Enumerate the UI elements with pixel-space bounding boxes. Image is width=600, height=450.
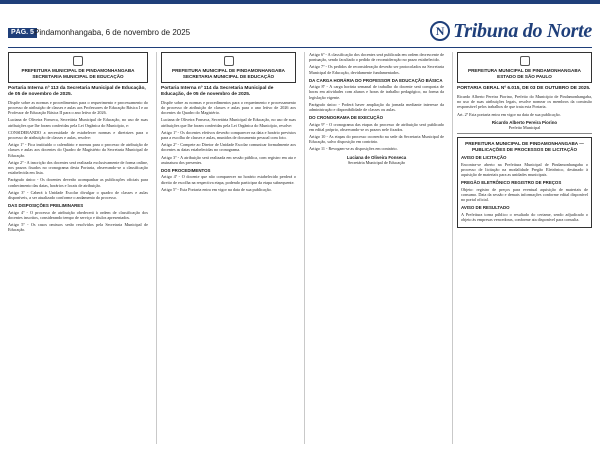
notice-title: PREGÃO ELETRÔNICO REGISTRO DE PREÇOS [461, 180, 562, 186]
paragraph: Luciana de Oliveira Fonseca, Secretária Municipal de Educação, no uso de suas atribuições que lhe foram conferidas pela Lei Orgânica do Município, e: [8, 117, 148, 128]
section-heading: DOS PROCEDIMENTOS [161, 168, 211, 174]
institution-line: SECRETARIA MUNICIPAL DE EDUCAÇÃO [182, 73, 275, 79]
paragraph: Artigo 11 - Revogam-se as disposições em contrário. [309, 146, 398, 152]
section-divider [457, 133, 592, 134]
paragraph: Artigo 5º - Esta Portaria entra em vigor na data de sua publicação. [161, 186, 272, 192]
paragraph: Dispõe sobre as normas e procedimentos para o requerimento e processamento do processo de atribuição de classes e aulas aos Professores de Educação Básica I e ao Professor de Educação Básica II para o ano letivo de 2026. [8, 99, 148, 116]
ordinance-title: Portaria Interna nº 113 da Secretaria Municipal de Educação, de 05 de novembro de 2025. [8, 86, 146, 97]
paragraph: Artigo 2º - Compete ao Diretor de Unidade Escolar comunicar formalmente aos docentes as datas estabelecidas no cronograma. [161, 142, 296, 153]
signature-role: Prefeito Municipal [508, 125, 541, 131]
institution-line: SECRETARIA MUNICIPAL DE EDUCAÇÃO [32, 73, 124, 79]
institution-line: PREFEITURA MUNICIPAL DE PINDAMONHANGABA [468, 68, 581, 73]
page-header [8, 20, 592, 46]
newspaper-name: Tribuna do Norte [453, 20, 592, 42]
newspaper-logo-icon: N [430, 21, 450, 41]
institution-header-box [161, 52, 296, 83]
section-heading: DO CRONOGRAMA DE EXECUÇÃO [309, 115, 383, 121]
signature-name: Ricardo Alberto Pereira Piorino [491, 119, 558, 125]
paragraph: Parágrafo único - Os docentes deverão acompanhar as publicações oficiais para conhecimento das datas, horários e locais de atribuição. [8, 177, 148, 188]
paragraph: Artigo 2º - A inscrição dos docentes será realizada exclusivamente de forma online, nos prazos fixados no cronograma desta Portaria, observando-se a classificação estabelecida em lista. [8, 159, 148, 176]
institution-header-box [457, 52, 592, 83]
paragraph: Artigo 3º - Caberá à Unidade Escolar divulgar o quadro de classes e aulas disponíveis, a ser atualizado conforme o andamento do processo. [8, 189, 148, 201]
paragraph: Artigo 1º - Fica instituído o calendário e normas para o processo de atribuição de classes e aulas aos docentes do Quadro de Magistério da Secretaria Municipal de Educação. [8, 142, 148, 158]
notice-box-heading: PREFEITURA MUNICIPAL DE PINDAMONHANGABA — PUBLICAÇÕES DE PROCESSOS DE LICITAÇÃO [465, 141, 584, 152]
institution-line: PREFEITURA MUNICIPAL DE PINDAMONHANGABA [21, 68, 135, 73]
paragraph: Parágrafo único - Poderá haver ampliação da jornada mediante interesse da administração e disponibilidade de classes ou aulas. [309, 101, 444, 113]
paragraph: Artigo 4º - O processo de atribuição obedecerá à ordem de classificação dos docentes inscritos, considerando tempo de serviço e títulos apresentados. [8, 209, 148, 220]
notice-text: A Prefeitura torna público o resultado do certame, sendo adjudicado o objeto às empresas vencedoras, conforme ata disponível para consulta. [461, 211, 588, 222]
masthead [430, 20, 592, 42]
dateline: Pindamonhangaba, 6 de novembro de 2025 [34, 28, 191, 37]
paragraph: Artigo 5º - Os casos omissos serão resolvidos pela Secretaria Municipal de Educação. [8, 222, 148, 233]
notice-title: AVISO DE RESULTADO [461, 205, 510, 211]
procurement-notice-box [457, 137, 592, 228]
paragraph: Artigo 6º - A classificação dos docentes será publicada em ordem decrescente de pontuação, sendo facultado o pedido de reconsideração no prazo estabelecido. [309, 52, 444, 63]
signature-role: Secretária Municipal de Educação [347, 160, 406, 166]
column-4 [452, 52, 592, 444]
coat-of-arms-icon [73, 56, 83, 66]
paragraph: Artigo 10 - As etapas do processo ocorrerão na sede da Secretaria Municipal de Educação, salvo disposição em contrário. [309, 134, 444, 145]
header-divider [8, 47, 592, 48]
section-heading: DA CARGA HORÁRIA DO PROFESSOR DA EDUCAÇÃO BÁSICA [309, 77, 443, 83]
paragraph: Dispõe sobre as normas e procedimentos para o requerimento e processamento do processo de atribuição de classes e aulas para o ano letivo de 2026 aos docentes do Quadro do Magistério. [161, 99, 296, 116]
notice-text: Encontra-se aberto na Prefeitura Municipal de Pindamonhangaba o processo de licitação na modalidade Pregão Eletrônico, destinado à aquisição de materiais para as unidades municipais. [461, 161, 588, 177]
paragraph: Art. 2º Esta portaria entra em vigor na data de sua publicação. [457, 111, 561, 117]
paragraph: Ricardo Alberto Pereira Piorino, Prefeito do Município de Pindamonhangaba, no uso de suas atribuições legais, resolve nomear os membros da comissão responsável pelos trabalhos de que trata esta Portaria. [457, 93, 592, 110]
institution-line: ESTADO DE SÃO PAULO [497, 73, 552, 79]
ordinance-title: Portaria Interna nº 114 da Secretaria Municipal de Educação, de 05 de novembro de 2025. [161, 86, 274, 97]
coat-of-arms-icon [520, 56, 530, 66]
paragraph: Luciana de Oliveira Fonseca, Secretária Municipal de Educação, no uso de suas atribuições que lhe foram conferidas pela Lei Orgânica do Município, resolve: [161, 117, 296, 128]
page-number-badge: PÁG. 5 [8, 28, 37, 38]
column-2 [156, 52, 296, 444]
column-1 [8, 52, 148, 444]
notice-title: AVISO DE LICITAÇÃO [461, 155, 507, 161]
paragraph: Artigo 4º - O docente que não comparecer no horário estabelecido perderá o direito de escolha na respectiva etapa, podendo participar da etapa subsequente. [161, 174, 296, 185]
top-color-bar [0, 0, 600, 4]
paragraph: Artigo 7º - Os pedidos de reconsideração deverão ser protocolados na Secretaria Municipal de Educação, devidamente fundamentados. [309, 64, 444, 75]
institution-line: PREFEITURA MUNICIPAL DE PINDAMONHANGABA [172, 68, 285, 73]
paragraph: Artigo 9º - O cronograma das etapas do processo de atribuição será publicado em edital próprio, observando-se os prazos nele fixados. [309, 121, 444, 132]
ordinance-title: PORTARIA GERAL Nº 6.015, DE 03 DE OUTUBRO DE 2025. [457, 86, 591, 92]
paragraph: Artigo 3º - A atribuição será realizada em sessão pública, com registro em ata e assinatura dos presentes. [161, 154, 296, 165]
paragraph: Artigo 1º - Os docentes efetivos deverão comparecer na data e horário previstos para a escolha de classes e aulas, munidos de documento pessoal com foto. [161, 129, 296, 140]
section-heading: DAS DISPOSIÇÕES PRELIMINARES [8, 203, 84, 209]
paragraph: CONSIDERANDO a necessidade de estabelecer normas e diretrizes para o processo de atribuição de classes e aulas, resolve: [8, 129, 148, 140]
institution-header-box [8, 52, 148, 83]
paragraph: Artigo 8º - A carga horária semanal de trabalho do docente será composta de horas em atividades com alunos e horas de trabalho pedagógico, na forma da legislação vigente. [309, 84, 444, 100]
coat-of-arms-icon [224, 56, 234, 66]
article-columns [8, 52, 592, 444]
column-3 [304, 52, 444, 444]
notice-text: Objeto: registro de preços para eventual aquisição de materiais de consumo. Data da sessão e demais informações conforme edital disponível no portal oficial. [461, 186, 588, 203]
signature-name: Luciana de Oliveira Fonseca [346, 154, 407, 160]
